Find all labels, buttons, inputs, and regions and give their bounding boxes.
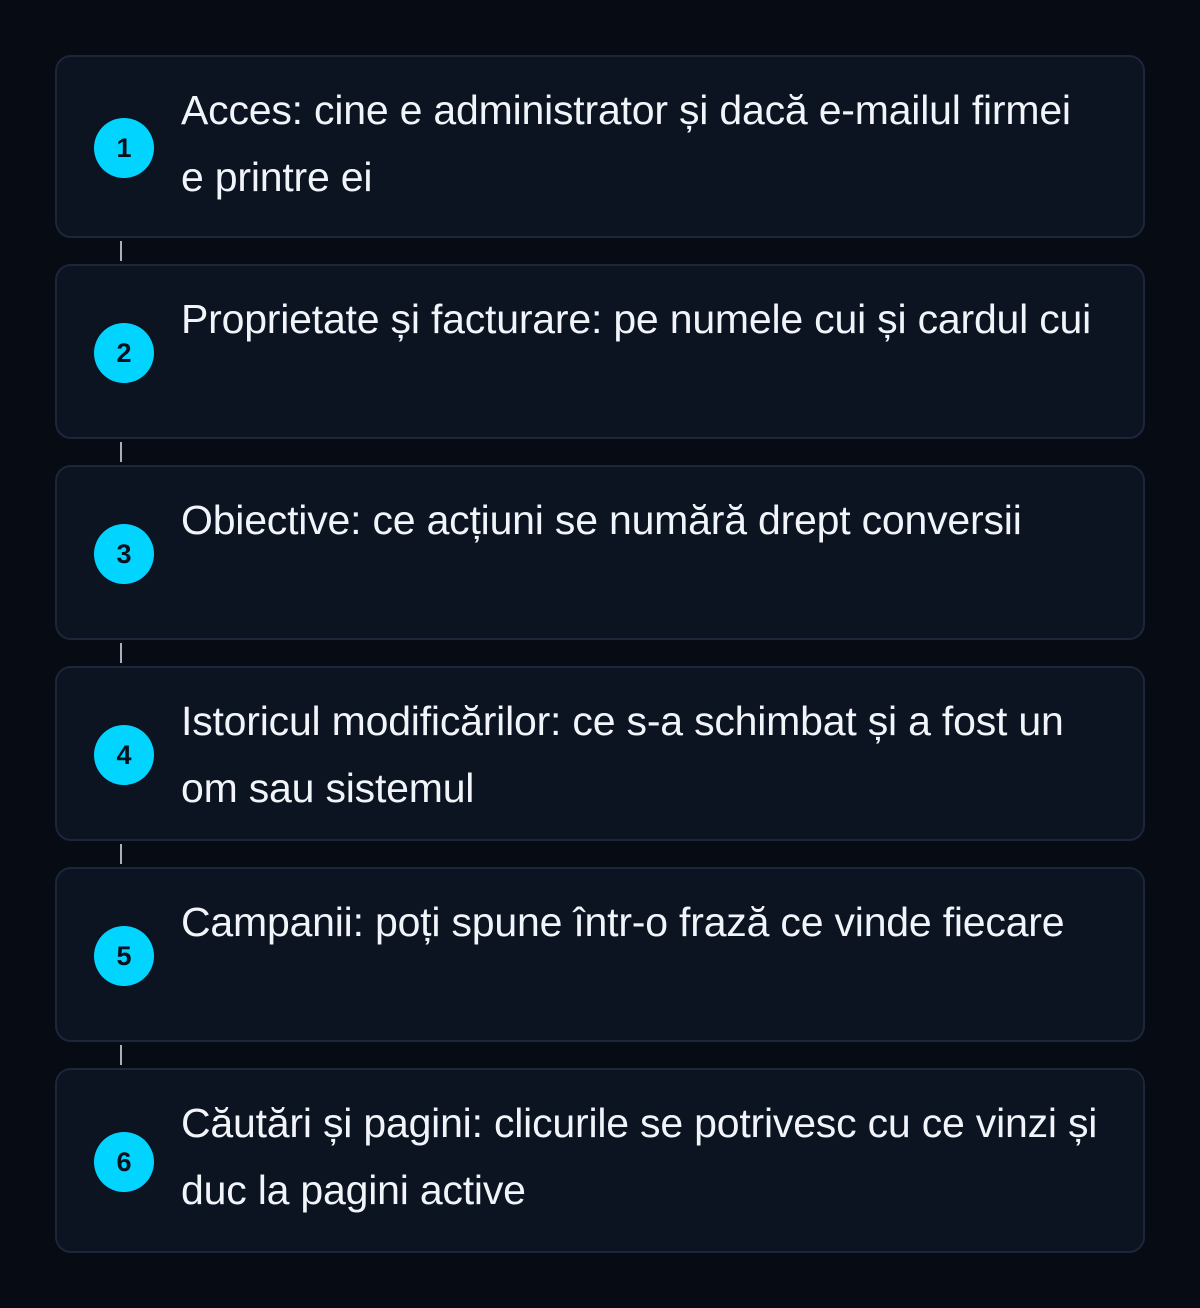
step-text: Istoricul modificărilor: ce s-a schimbat și a fost un om sau sistemul [181, 698, 1064, 811]
step-number-badge: 1 [94, 118, 154, 178]
step-number-badge: 6 [94, 1132, 154, 1192]
step-card-1 [55, 55, 1145, 238]
step-text: Proprietate și facturare: pe numele cui și cardul cui [181, 296, 1092, 342]
step-text: Acces: cine e administrator și dacă e-mailul firmei e printre ei [181, 87, 1071, 200]
step-card-6 [55, 1068, 1145, 1253]
step-connector [120, 1045, 122, 1065]
step-connector [120, 844, 122, 864]
step-connector [120, 241, 122, 261]
step-text: Obiective: ce acțiuni se numără drept conversii [181, 497, 1022, 543]
step-card-3 [55, 465, 1145, 640]
step-card-2 [55, 264, 1145, 439]
step-number-badge: 3 [94, 524, 154, 584]
step-connector [120, 442, 122, 462]
step-connector [120, 643, 122, 663]
step-number-badge: 2 [94, 323, 154, 383]
step-text: Căutări și pagini: clicurile se potrivesc cu ce vinzi și duc la pagini active [181, 1100, 1098, 1213]
step-number-badge: 5 [94, 926, 154, 986]
step-number-badge: 4 [94, 725, 154, 785]
step-text: Campanii: poți spune într-o frază ce vinde fiecare [181, 899, 1065, 945]
step-card-5 [55, 867, 1145, 1042]
step-card-4 [55, 666, 1145, 841]
